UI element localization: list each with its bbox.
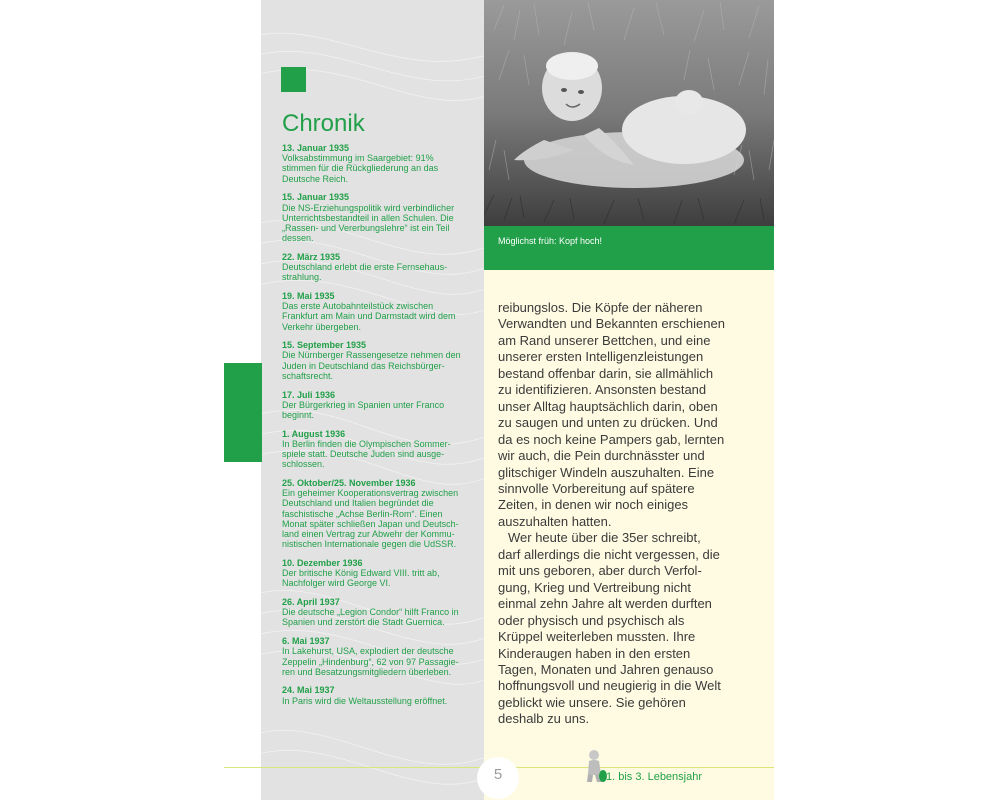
chronik-entry [282,597,472,628]
baby-photo [484,0,774,226]
entry-text: In Lakehurst, USA, explodiert der deutsche Zeppelin „Hindenburg“, 62 von 97 Passagie- ren und Besatzungsmitgliedern überleben. [282,646,459,677]
entry-date: 22. März 1935 [282,251,341,262]
entry-date: 15. Januar 1935 [282,192,350,203]
entry-date: 17. Juli 1936 [282,389,336,400]
entry-date: 19. Mai 1935 [282,290,335,301]
child-figure-icon [585,750,607,784]
chronik-title: Chronik [282,110,365,137]
entry-date: 1. August 1936 [282,428,346,439]
chronik-entry [282,478,472,549]
entry-text: Deutschland erlebt die erste Fernsehaus- strahlung. [282,262,448,283]
body-paragraph: Wer heute über die 35er schreibt, darf allerdings die nicht vergessen, die mit uns geboren, aber durch Verfol- gung, Krieg und Vertreibung nicht einmal zehn Jahre alt werden durften oder physisch und psychisch als Krüppel weiterleben mussten. Ihre Kinderaugen haben in den ersten Tagen, Monaten und Jahren genauso hoffnungsvoll und neugierig in die Welt geblickt wie unsere. Sie gehören deshalb zu uns. [498,530,721,727]
chronik-entry [282,340,472,381]
chronik-entry-list [282,143,472,714]
chronik-entry [282,192,472,243]
chronik-entry [282,636,472,677]
photo-caption: Möglichst früh: Kopf hoch! [498,236,603,246]
entry-text: Das erste Autobahnteilstück zwischen Frankfurt am Main und Darmstadt wird dem Verkehr übergeben. [282,301,456,332]
entry-text: Ein geheimer Kooperationsvertrag zwischen Deutschland und Italien begründet die faschistische „Achse Berlin-Rom“. Einen Monat später schließen Japan und Deutsch- land einen Vertrag zur Abwehr der Kommu- nistischen Internationale gegen die UdSSR. [282,488,459,550]
entry-date: 6. Mai 1937 [282,636,330,647]
green-square-marker [281,67,306,92]
entry-text: Der britische König Edward VIII. tritt ab, Nachfolger wird George VI. [282,568,440,589]
caption-bar [484,226,774,270]
baby-photo-illustration [484,0,774,226]
entry-date: 13. Januar 1935 [282,143,350,153]
entry-date: 26. April 1937 [282,597,340,608]
chronik-entry [282,685,472,705]
side-tab-marker [224,363,262,462]
entry-date: 24. Mai 1937 [282,685,335,696]
body-text-panel [484,270,774,800]
chronik-entry [282,429,472,470]
chronik-entry [282,291,472,332]
page-number: 5 [493,766,503,783]
chapter-label: 1. bis 3. Lebensjahr [606,771,703,783]
body-text [498,300,760,728]
entry-text: In Berlin finden die Olympischen Sommer- spiele statt. Deutsche Juden sind ausge- schlossen. [282,438,451,470]
body-paragraph: reibungslos. Die Köpfe der näheren Verwandten und Bekannten erschienen am Rand unserer Bettchen, und eine unserer ersten Intelligenzleistungen bestand offenbar darin, sie allmählich zu identifizieren. Ansonsten bestand unser Alltag hauptsächlich darin, oben zu saugen und unten zu drücken. Und da es noch keine Pampers gab, lernten wir auch, die Pein durchnässter und glitschiger Windeln auszuhalten. Eine sinnvolle Vorbereitung auf spätere Zeiten, in denen wir noch einiges auszuhalten hatten. [498,300,725,529]
entry-text: Die NS-Erziehungspolitik wird verbindlicher Unterrichtsbestandteil in allen Schulen. Die „Rassen- und Vererbungslehre“ ist ein Teil dessen. [282,202,455,244]
entry-text: Die Nürnberger Rassengesetze nehmen den Juden in Deutschland das Reichsbürger- schaftsrecht. [282,350,461,381]
page-number-badge [477,757,519,799]
entry-text: In Paris wird die Weltausstellung eröffnet. [282,695,448,706]
chronik-entry [282,558,472,589]
entry-text: Der Bürgerkrieg in Spanien unter Franco beginnt. [282,399,445,420]
chronik-entry [282,252,472,283]
entry-text: Die deutsche „Legion Condor“ hilft Franco in Spanien und zerstört die Stadt Guernica. [282,607,459,628]
entry-date: 25. Oktober/25. November 1936 [282,477,416,488]
chronik-entry [282,390,472,421]
entry-date: 10. Dezember 1936 [282,557,363,568]
chronik-entry [282,143,472,184]
entry-text: Volksabstimmung im Saargebiet: 91% stimmen für die Rückgliederung an das Deutsche Reich. [282,153,439,184]
entry-date: 15. September 1935 [282,340,367,351]
